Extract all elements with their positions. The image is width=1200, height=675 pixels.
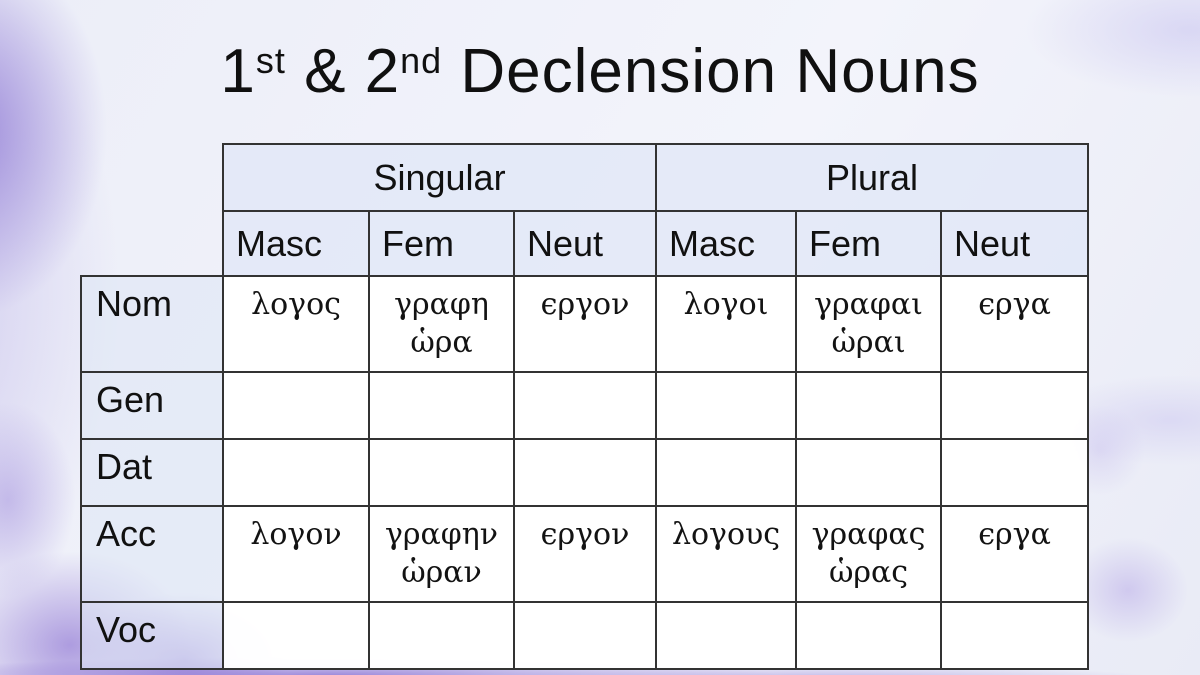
row-label-dat: Dat bbox=[81, 439, 223, 506]
greek-word: ϵργον bbox=[540, 517, 630, 552]
declension-cell bbox=[223, 602, 369, 669]
greek-word: λογοι bbox=[683, 287, 769, 322]
row-label-acc: Acc bbox=[81, 506, 223, 602]
declension-cell bbox=[941, 372, 1088, 439]
declension-cell bbox=[941, 506, 1088, 602]
table-row-nom bbox=[81, 276, 1088, 372]
table-row-gen bbox=[81, 372, 1088, 439]
declension-cell bbox=[796, 276, 941, 372]
declension-cell bbox=[656, 439, 796, 506]
greek-word: γραφην bbox=[384, 517, 499, 552]
page-title bbox=[0, 36, 1200, 107]
declension-cell bbox=[369, 372, 514, 439]
greek-word: ϵργα bbox=[978, 287, 1051, 322]
row-label-nom: Nom bbox=[81, 276, 223, 372]
title-text: Declension Nouns bbox=[442, 37, 980, 106]
header-singular-neut: Neut bbox=[514, 211, 656, 276]
declension-cell bbox=[514, 506, 656, 602]
greek-word: ὡραν bbox=[401, 554, 482, 590]
header-plural-fem: Fem bbox=[796, 211, 941, 276]
declension-cell bbox=[223, 506, 369, 602]
title-superscript-nd: nd bbox=[400, 40, 443, 82]
declension-cell bbox=[369, 506, 514, 602]
declension-cell bbox=[223, 276, 369, 372]
greek-word: ὡρας bbox=[828, 554, 909, 590]
declension-cell bbox=[656, 372, 796, 439]
declension-cell bbox=[941, 602, 1088, 669]
table-row-acc bbox=[81, 506, 1088, 602]
group-header-row bbox=[81, 144, 1088, 211]
declension-cell bbox=[656, 602, 796, 669]
greek-word: ϵργα bbox=[978, 517, 1051, 552]
greek-word: λογον bbox=[250, 517, 342, 552]
declension-cell bbox=[941, 439, 1088, 506]
gender-header-row bbox=[81, 211, 1088, 276]
greek-word: ϵργον bbox=[540, 287, 630, 322]
title-text: & 2 bbox=[285, 37, 401, 106]
declension-cell bbox=[514, 276, 656, 372]
declension-cell bbox=[656, 276, 796, 372]
row-label-voc: Voc bbox=[81, 602, 223, 669]
row-label-gen: Gen bbox=[81, 372, 223, 439]
declension-cell bbox=[796, 602, 941, 669]
greek-word: ὡρα bbox=[410, 324, 473, 360]
declension-cell bbox=[369, 602, 514, 669]
declension-cell bbox=[796, 439, 941, 506]
declension-cell bbox=[656, 506, 796, 602]
header-plural-masc: Masc bbox=[656, 211, 796, 276]
greek-word: λογος bbox=[251, 287, 341, 322]
header-singular-fem: Fem bbox=[369, 211, 514, 276]
header-singular-masc: Masc bbox=[223, 211, 369, 276]
declension-cell bbox=[796, 372, 941, 439]
declension-cell bbox=[223, 439, 369, 506]
header-singular: Singular bbox=[223, 144, 656, 211]
title-superscript-st: st bbox=[255, 40, 286, 82]
table-row-dat bbox=[81, 439, 1088, 506]
greek-word: λογους bbox=[671, 517, 781, 552]
declension-table bbox=[80, 143, 1089, 670]
header-plural-neut: Neut bbox=[941, 211, 1088, 276]
greek-word: γραφαι bbox=[814, 287, 923, 322]
declension-cell bbox=[223, 372, 369, 439]
declension-cell bbox=[514, 439, 656, 506]
declension-cell bbox=[514, 372, 656, 439]
declension-cell bbox=[369, 276, 514, 372]
greek-word: γραφας bbox=[811, 517, 926, 552]
declension-cell bbox=[796, 506, 941, 602]
declension-cell bbox=[941, 276, 1088, 372]
header-plural: Plural bbox=[656, 144, 1088, 211]
table-row-voc bbox=[81, 602, 1088, 669]
declension-cell bbox=[369, 439, 514, 506]
greek-word: ὡραι bbox=[831, 324, 906, 360]
declension-cell bbox=[514, 602, 656, 669]
title-text: 1 bbox=[220, 37, 256, 106]
greek-word: γραφη bbox=[394, 287, 489, 322]
table-corner-empty bbox=[81, 144, 223, 276]
